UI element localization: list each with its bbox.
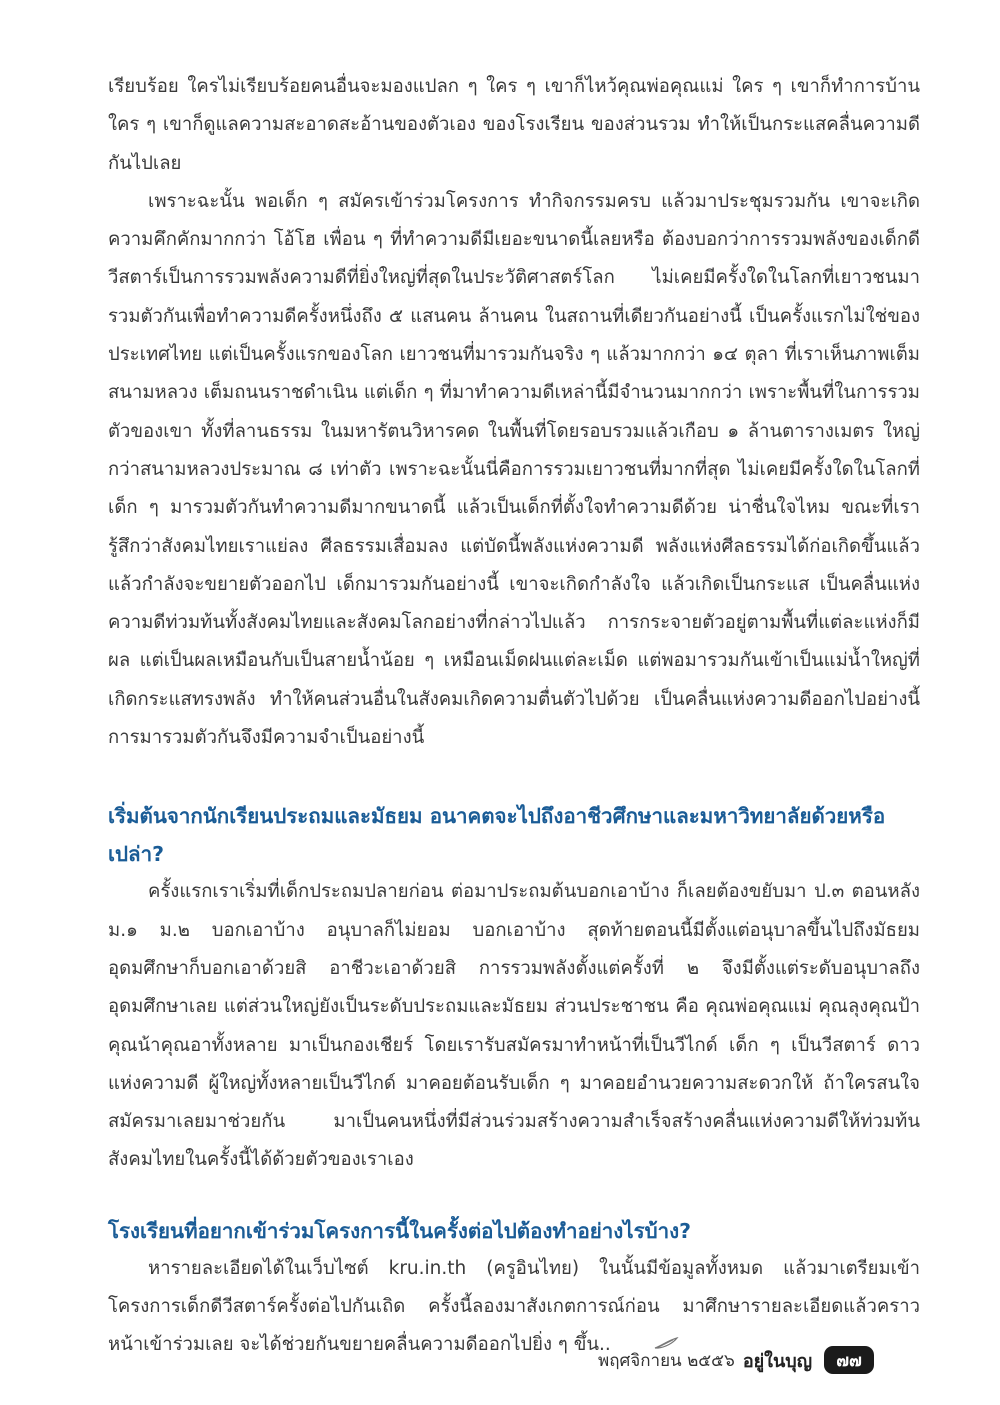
paragraph-join-text: หารายละเอียดได้ในเว็บไซต์ kru.in.th (ครูอินไทย) ในนั้นมีข้อมูลทั้งหมด แล้วมาเตรียมเข้าโครงการเด็กดีวีสตาร์ครั้งต่อไปกันเถิด ครั้งนี้ลองมาสังเกตการณ์ก่อน มาศึกษารายละเอียดแล้วคราวหน้าเข้าร่วมเลย จะได้ช่วยกันขยายคลื่นความดีออกไปยิ่ง ๆ ขึ้น.. [108,1257,920,1356]
paragraph-levels: ครั้งแรกเราเริ่มที่เด็กประถมปลายก่อน ต่อมาประถมต้นบอกเอาบ้าง ก็เลยต้องขยับมา ป.๓ ตอนหลัง ม.๑ ม.๒ บอกเอาบ้าง อนุบาลก็ไม่ยอม บอกเอาบ้าง สุดท้ายตอนนี้มีตั้งแต่อนุบาลขึ้นไปถึงมัธยม อุดมศึกษาก็บอกเอาด้วยสิ อาชีวะเอาด้วยสิ การรวมพลังตั้งแต่ครั้งที่ ๒ จึงมีตั้งแต่ระดับอนุบาลถึงอุดมศึกษาเลย แต่ส่วนใหญ่ยังเป็นระดับประถมและมัธยม ส่วนประชาชน คือ คุณพ่อคุณแม่ คุณลุงคุณป้า คุณน้าคุณอาทั้งหลาย มาเป็นกองเชียร์ โดยเรารับสมัครมาทำหน้าที่เป็นวีไกด์ เด็ก ๆ เป็นวีสตาร์ ดาวแห่งความดี ผู้ใหญ่ทั้งหลายเป็นวีไกด์ มาคอยต้อนรับเด็ก ๆ มาคอยอำนวยความสะดวกให้ ถ้าใครสนใจสมัครมาเลยมาช่วยกัน มาเป็นคนหนึ่งที่มีส่วนร่วมสร้างความสำเร็จสร้างคลื่นแห่งความดีให้ท่วมท้นสังคมไทยในครั้งนี้ได้ด้วยตัวของเราเอง [108,881,920,1171]
paragraph-continued: เรียบร้อย ใครไม่เรียบร้อยคนอื่นจะมองแปลก ๆ ใคร ๆ เขาก็ไหว้คุณพ่อคุณแม่ ใคร ๆ เขาก็ทำการบ้าน ใคร ๆ เขาก็ดูแลความสะอาดสะอ้านของตัวเอง ของโรงเรียน ของส่วนรวม ทำให้เป็นกระแสคลื่นความดีกันไปเลย [108,76,920,174]
article-body [108,68,920,1365]
section-heading-join: โรงเรียนที่อยากเข้าร่วมโครงการนี้ในครั้งต่อไปต้องทำอย่างไรบ้าง? [108,1218,692,1243]
issue-date: พฤศจิกายน ๒๕๕๖ [598,1350,735,1371]
page-number-badge: ๗๗ [824,1346,874,1374]
paragraph-children-gathering: เพราะฉะนั้น พอเด็ก ๆ สมัครเข้าร่วมโครงการ ทำกิจกรรมครบ แล้วมาประชุมรวมกัน เขาจะเกิดความคึกคักมากกว่า โอ้โฮ เพื่อน ๆ ที่ทำความดีมีเยอะขนาดนี้เลยหรือ ต้องบอกว่าการรวมพลังของเด็กดีวีสตาร์เป็นการรวมพลังความดีที่ยิ่งใหญ่ที่สุดในประวัติศาสตร์โลก ไม่เคยมีครั้งใดในโลกที่เยาวชนมารวมตัวกันเพื่อทำความดีครั้งหนึ่งถึง ๕ แสนคน ล้านคน ในสถานที่เดียวกันอย่างนี้ เป็นครั้งแรกไม่ใช่ของประเทศไทย แต่เป็นครั้งแรกของโลก เยาวชนที่มารวมกันจริง ๆ แล้วมากกว่า ๑๔ ตุลา ที่เราเห็นภาพเต็มสนามหลวง เต็มถนนราชดำเนิน แต่เด็ก ๆ ที่มาทำความดีเหล่านี้มีจำนวนมากกว่า เพราะพื้นที่ในการรวมตัวของเขา ทั้งที่ลานธรรม ในมหารัตนวิหารคด ในพื้นที่โดยรอบรวมแล้วเกือบ ๑ ล้านตารางเมตร ใหญ่กว่าสนามหลวงประมาณ ๘ เท่าตัว เพราะฉะนั้นนี่คือการรวมเยาวชนที่มากที่สุด ไม่เคยมีครั้งใดในโลกที่เด็ก ๆ มารวมตัวกันทำความดีมากขนาดนี้ แล้วเป็นเด็กที่ตั้งใจทำความดีด้วย น่าชื่นใจไหม ขณะที่เรารู้สึกว่าสังคมไทยเราแย่ลง ศีลธรรมเสื่อมลง แต่บัดนี้พลังแห่งความดี พลังแห่งศีลธรรมได้ก่อเกิดขึ้นแล้ว แล้วกำลังจะขยายตัวออกไป เด็กมารวมกันอย่างนี้ เขาจะเกิดกำลังใจ แล้วเกิดเป็นกระแส เป็นคลื่นแห่งความดีท่วมท้นทั้งสังคมไทยและสังคมโลกอย่างที่กล่าวไปแล้ว การกระจายตัวอยู่ตามพื้นที่แต่ละแห่งก็มีผล แต่เป็นผลเหมือนกับเป็นสายน้ำน้อย ๆ เหมือนเม็ดฝนแต่ละเม็ด แต่พอมารวมกันเข้าเป็นแม่น้ำใหญ่ที่เกิดกระแสทรงพลัง ทำให้คนส่วนอื่นในสังคมเกิดความตื่นตัวไปด้วย เป็นคลื่นแห่งความดีออกไปอย่างนี้ การมารวมตัวกันจึงมีความจำเป็นอย่างนี้ [108,190,920,749]
magazine-name: อยู่ในบุญ [742,1350,813,1372]
page-footer [598,1345,874,1375]
section-heading-levels: เริ่มต้นจากนักเรียนประถมและมัธยม อนาคตจะไปถึงอาชีวศึกษาและมหาวิทยาลัยด้วยหรือเปล่า? [108,804,886,867]
